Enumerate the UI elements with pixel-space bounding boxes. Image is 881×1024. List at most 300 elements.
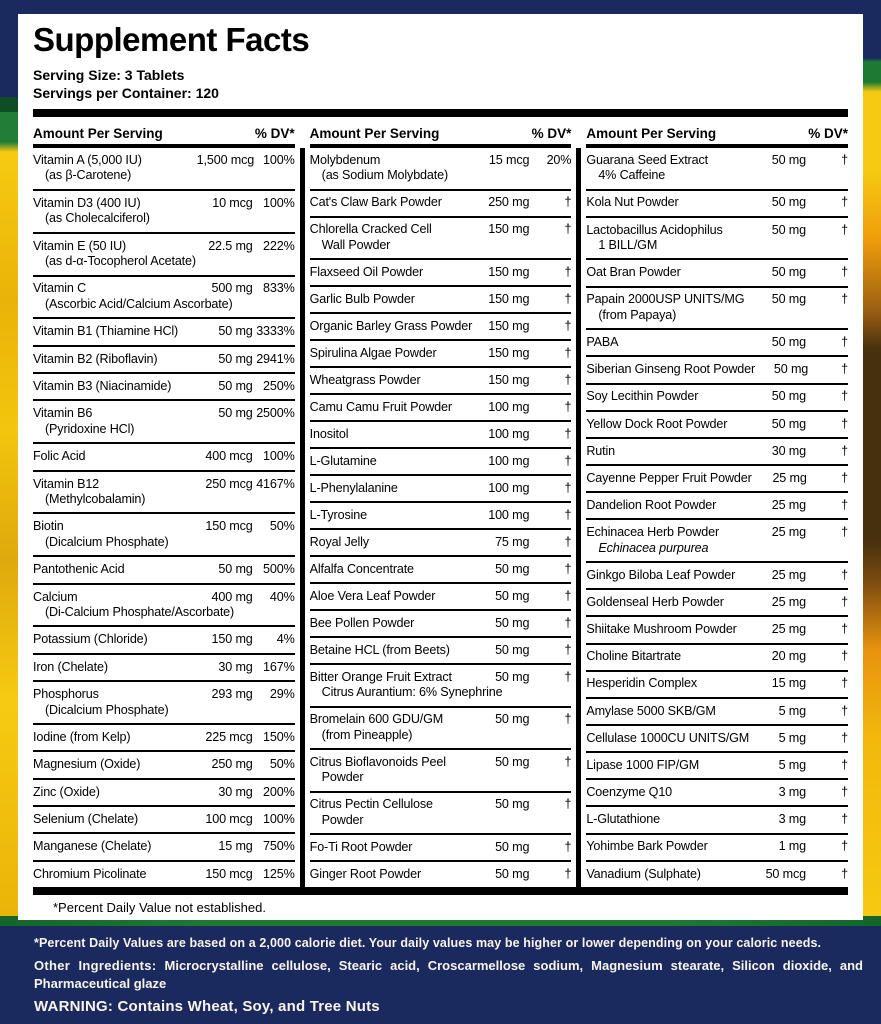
nutrient-dv: † [564,615,572,630]
nutrient-amount: 50 mg [495,839,530,854]
nutrient-amount: 1,500 mcg [196,152,255,167]
nutrient-name: Goldenseal Herb Powder [586,595,724,610]
nutrient-name: Biotin [33,519,64,534]
nutrient-dv: † [564,480,572,495]
nutrient-subname: 4% Caffeine [598,168,666,183]
nutrient-dv: 100% [263,811,295,826]
nutrient-dv: † [841,812,848,827]
nutrient-name: Amylase 5000 SKB/GM [586,703,716,718]
nutrient-row [310,862,572,887]
nutrient-name: Inositol [309,426,349,441]
percent-dv-header: % DV* [531,126,572,141]
nutrient-amount: 25 mg [771,595,806,610]
nutrient-dv: † [564,426,572,441]
nutrient-row [310,476,572,503]
nutrient-amount: 293 mg [211,687,253,702]
nutrient-row [33,347,295,374]
nutrient-name: Coenzyme Q10 [586,785,673,800]
nutrient-amount: 50 mg [771,222,806,237]
nutrient-subname: (Pyridoxine HCl) [45,421,135,436]
nutrient-amount: 50 mg [771,265,806,280]
nutrient-name: Molybdenum [309,152,381,167]
nutrient-amount: 50 mg [771,416,806,431]
nutrient-row [586,563,848,590]
percent-dv-header: % DV* [808,126,848,141]
nutrient-amount: 150 mg [488,222,530,237]
nutrient-row [586,672,848,699]
nutrient-subname: (Methylcobalamin) [45,492,146,507]
nutrient-amount: 150 mg [211,632,253,647]
nutrient-name: Chlorella Cracked Cell [309,222,432,237]
nutrient-dv: † [564,291,572,306]
nutrient-amount: 50 mg [218,406,253,421]
nutrient-dv: † [564,345,572,360]
nutrient-dv: † [564,642,572,657]
nutrient-column-2 [310,119,572,887]
nutrient-amount: 50 mg [495,615,530,630]
serving-size: Serving Size: 3 Tablets [33,67,185,83]
nutrient-dv: † [841,525,848,540]
other-ingredients [34,957,863,993]
nutrient-amount: 100 mg [488,399,530,414]
nutrient-amount: 30 mg [771,443,806,458]
other-ingredients-text: Microcrystalline cellulose, Stearic acid, Croscarmellose sodium, Magnesium stearate, Silicon dioxide, and Pharmaceutical glaze [34,958,863,991]
nutrient-row [586,835,848,862]
nutrient-row [33,319,295,346]
nutrient-dv: † [841,622,848,637]
nutrient-dv: † [841,757,848,772]
nutrient-amount: 50 mg [218,351,253,366]
nutrient-row [586,357,848,384]
nutrient-row [586,753,848,780]
nutrient-dv: † [841,785,848,800]
nutrient-row [310,584,572,611]
nutrient-name: Folic Acid [33,449,86,464]
nutrient-dv: † [841,676,848,691]
nutrient-amount: 15 mg [771,676,806,691]
nutrient-row [310,287,572,314]
nutrient-row [310,422,572,449]
nutrient-row [33,444,295,471]
nutrient-subname: Powder [321,812,364,827]
nutrient-amount: 150 mg [488,264,530,279]
nutrient-dv: 100% [263,152,295,167]
nutrient-name: Garlic Bulb Powder [309,291,415,306]
nutrient-name: Manganese (Chelate) [33,839,152,854]
nutrient-name: Spirulina Algae Powder [309,345,437,360]
nutrient-dv: 4167% [256,476,295,491]
nutrient-row [310,341,572,368]
nutrient-name: Vitamin A (5,000 IU) [33,152,142,167]
nutrient-dv: 750% [263,839,295,854]
nutrient-row [310,638,572,665]
nutrient-amount: 150 mg [488,291,530,306]
nutrient-dv: † [841,470,848,485]
nutrient-amount: 5 mg [778,730,806,745]
nutrient-subname: (as Sodium Molybdate) [321,168,448,183]
nutrient-row [586,330,848,357]
nutrient-name: Cat's Claw Bark Powder [309,195,442,210]
nutrient-row [586,385,848,412]
nutrient-name: Camu Camu Fruit Powder [309,399,452,414]
nutrient-amount: 50 mg [218,378,253,393]
nutrient-name: PABA [586,335,619,350]
nutrient-name: Citrus Bioflavonoids Peel [309,754,446,769]
nutrient-name: Vitamin C [33,281,87,296]
nutrient-subname: (Dicalcium Phosphate) [45,702,169,717]
nutrient-dv: † [564,507,572,522]
dv-footnote: *Percent Daily Value not established. [53,900,266,915]
nutrient-subname: Wall Powder [321,237,391,252]
nutrient-row [33,374,295,401]
amount-per-serving-header: Amount Per Serving [309,126,440,141]
nutrient-row [33,585,295,628]
nutrient-name: Ginger Root Powder [309,866,422,881]
nutrient-name: Aloe Vera Leaf Powder [309,588,436,603]
nutrient-name: Rutin [586,443,615,458]
nutrient-name: Oat Bran Powder [586,265,681,280]
nutrient-dv: † [564,712,572,727]
nutrient-amount: 150 mg [488,372,530,387]
nutrient-amount: 150 mg [488,345,530,360]
nutrient-name: Vitamin D3 (400 IU) [33,195,141,210]
nutrient-row [33,191,295,234]
nutrient-name: Magnesium (Oxide) [33,757,141,772]
nutrient-amount: 50 mg [495,561,530,576]
nutrient-name: Papain 2000USP UNITS/MG [586,292,745,307]
nutrient-amount: 30 mg [218,784,253,799]
nutrient-subname: (as Cholecalciferol) [45,211,150,226]
nutrient-name: Flaxseed Oil Powder [309,264,423,279]
nutrient-amount: 15 mcg [488,152,530,167]
nutrient-amount: 500 mg [211,281,253,296]
nutrient-row [586,439,848,466]
column-divider [300,148,305,887]
nutrient-dv: † [564,797,572,812]
nutrient-column-3 [586,119,848,887]
nutrient-dv: † [841,222,848,237]
nutrient-amount: 75 mg [495,534,530,549]
nutrient-name: Soy Lecithin Powder [586,389,699,404]
nutrient-amount: 50 mg [218,562,253,577]
nutrient-row [33,514,295,557]
nutrient-dv: 20% [546,152,572,167]
nutrient-row [586,617,848,644]
nutrient-dv: † [841,703,848,718]
nutrient-row [310,835,572,862]
nutrient-subname: (from Papaya) [598,307,677,322]
nutrient-amount: 50 mcg [765,866,806,881]
nutrient-row [33,862,295,887]
nutrient-dv: 4% [276,632,295,647]
panel-title: Supplement Facts [33,21,310,58]
nutrient-amount: 50 mg [495,797,530,812]
nutrient-name: Calcium [33,589,78,604]
nutrient-dv: † [564,561,572,576]
nutrient-row [310,793,572,836]
nutrient-amount: 400 mcg [205,449,253,464]
nutrient-dv: 250% [263,378,295,393]
column-header [586,119,848,148]
nutrient-row [586,520,848,563]
nutrient-row [586,191,848,218]
nutrient-amount: 50 mg [495,754,530,769]
nutrient-dv: † [841,649,848,664]
nutrient-amount: 50 mg [495,588,530,603]
nutrient-dv: † [564,754,572,769]
nutrient-amount: 50 mg [771,389,806,404]
thick-divider-bottom [33,887,848,895]
nutrient-amount: 100 mg [488,507,530,522]
nutrient-amount: 25 mg [771,498,806,513]
nutrient-dv: 200% [263,784,295,799]
nutrient-amount: 250 mcg [205,476,253,491]
nutrient-amount: 3 mg [778,812,806,827]
nutrient-amount: 50 mg [771,335,806,350]
column-divider [576,148,581,887]
nutrient-rows [586,148,848,887]
nutrient-dv: † [564,839,572,854]
nutrient-subname: (Di-Calcium Phosphate/Ascorbate) [45,605,235,620]
nutrient-dv: 100% [263,195,295,210]
nutrient-name: Ginkgo Biloba Leaf Powder [586,567,736,582]
nutrient-row [310,191,572,218]
nutrient-row [33,834,295,861]
nutrient-amount: 150 mcg [205,866,253,881]
nutrient-dv: 167% [263,659,295,674]
nutrient-row [310,611,572,638]
nutrient-amount: 15 mg [218,839,253,854]
nutrient-amount: 1 mg [778,839,806,854]
nutrient-name: Selenium (Chelate) [33,811,139,826]
nutrient-amount: 50 mg [771,292,806,307]
nutrient-row [310,503,572,530]
nutrient-row [586,412,848,439]
nutrient-amount: 50 mg [495,712,530,727]
nutrient-rows [33,148,295,887]
nutrient-amount: 50 mg [771,195,806,210]
nutrient-dv: 833% [263,281,295,296]
nutrient-dv: 150% [263,729,295,744]
nutrient-row [33,627,295,654]
nutrient-row [310,314,572,341]
nutrient-amount: 50 mg [495,642,530,657]
nutrient-name: L-Tyrosine [309,507,367,522]
nutrient-row [310,260,572,287]
nutrient-row [310,449,572,476]
nutrient-dv: 50% [269,519,295,534]
nutrient-name: Iodine (from Kelp) [33,729,131,744]
nutrient-row [33,557,295,584]
sunflower-photo-left-edge [0,0,18,926]
servings-per-container: Servings per Container: 120 [33,85,219,101]
nutrient-name: Potassium (Chloride) [33,632,148,647]
nutrient-name: Citrus Pectin Cellulose [309,797,433,812]
nutrient-name: Vanadium (Sulphate) [586,866,701,881]
nutrient-dv: 3333% [256,324,295,339]
nutrient-name: Vitamin B6 [33,406,93,421]
nutrient-row [586,780,848,807]
nutrient-name: Fo-Ti Root Powder [309,839,413,854]
nutrient-row [33,472,295,515]
nutrient-subname: Powder [321,770,364,785]
nutrient-name: Dandelion Root Powder [586,498,717,513]
nutrient-dv: 2500% [256,406,295,421]
nutrient-dv: † [841,416,848,431]
nutrient-row [586,466,848,493]
nutrient-rows [310,148,572,887]
nutrient-row [33,234,295,277]
nutrient-name: Iron (Chelate) [33,659,108,674]
nutrient-amount: 100 mg [488,426,530,441]
nutrient-subname: Echinacea purpurea [598,540,709,555]
nutrient-dv: † [564,222,572,237]
nutrient-row [586,699,848,726]
nutrient-row [33,807,295,834]
nutrient-row [586,148,848,191]
nutrient-name: Cayenne Pepper Fruit Powder [586,470,752,485]
nutrient-row [310,530,572,557]
nutrient-amount: 225 mcg [205,729,253,744]
nutrient-amount: 3 mg [778,785,806,800]
nutrient-row [33,655,295,682]
nutrient-dv: † [564,372,572,387]
nutrient-dv: † [841,866,848,881]
nutrient-name: Yohimbe Bark Powder [586,839,708,854]
nutrient-row [586,260,848,287]
nutrient-dv: † [841,389,848,404]
nutrient-subname: (Ascorbic Acid/Calcium Ascorbate) [45,296,233,311]
nutrient-row [33,277,295,320]
nutrient-subname: (as β-Carotene) [45,168,132,183]
nutrient-row [310,368,572,395]
nutrient-amount: 100 mg [488,453,530,468]
nutrient-row [310,665,572,708]
amount-per-serving-header: Amount Per Serving [33,126,163,141]
nutrient-amount: 25 mg [772,470,807,485]
nutrient-dv: † [841,730,848,745]
nutrient-row [310,708,572,751]
nutrient-name: Vitamin B2 (Riboflavin) [33,351,158,366]
nutrient-name: Phosphorus [33,687,99,702]
nutrient-dv: † [841,498,848,513]
nutrient-row [586,807,848,834]
nutrient-row [33,401,295,444]
thick-divider-top [33,109,848,117]
nutrient-name: Chromium Picolinate [33,866,147,881]
nutrient-row [310,218,572,261]
nutrient-amount: 25 mg [771,525,806,540]
nutrient-dv: † [841,839,848,854]
nutrient-name: Vitamin B1 (Thiamine HCl) [33,324,179,339]
nutrient-row [33,148,295,191]
nutrient-dv: 500% [263,562,295,577]
nutrient-name: Kola Nut Powder [586,195,679,210]
percent-dv-header: % DV* [254,126,295,141]
supplement-facts-panel [18,14,863,920]
nutrient-row [586,288,848,331]
nutrient-dv: † [841,567,848,582]
nutrient-name: Siberian Ginseng Root Powder [586,362,756,377]
nutrient-name: Guarana Seed Extract [586,152,708,167]
nutrient-dv: † [564,195,572,210]
nutrient-name: Shiitake Mushroom Powder [586,622,737,637]
nutrient-name: Vitamin B12 [33,476,100,491]
nutrient-row [310,395,572,422]
nutrient-dv: † [841,362,848,377]
nutrient-name: Lipase 1000 FIP/GM [586,757,700,772]
amount-per-serving-header: Amount Per Serving [586,126,717,141]
nutrient-name: Vitamin E (50 IU) [33,238,127,253]
nutrient-name: Zinc (Oxide) [33,784,100,799]
nutrient-row [586,726,848,753]
nutrient-amount: 100 mg [488,480,530,495]
label-footer [0,926,881,1024]
nutrient-amount: 30 mg [218,659,253,674]
nutrient-dv: † [841,292,848,307]
nutrient-dv: 40% [269,589,295,604]
nutrient-amount: 5 mg [778,703,806,718]
nutrient-dv: † [564,264,572,279]
nutrient-amount: 20 mg [771,649,806,664]
nutrient-name: Pantothenic Acid [33,562,125,577]
nutrient-amount: 150 mcg [205,519,253,534]
nutrient-dv: † [564,866,572,881]
nutrient-subname: (as d-α-Tocopherol Acetate) [45,254,196,269]
sunflower-photo-right-edge [863,0,881,926]
nutrient-dv: † [564,318,572,333]
nutrient-amount: 50 mg [495,669,530,684]
nutrient-row [33,780,295,807]
nutrient-dv: 50% [269,757,295,772]
nutrient-amount: 50 mg [218,324,253,339]
nutrient-amount: 10 mcg [212,195,253,210]
nutrient-row [586,590,848,617]
nutrient-dv: † [841,595,848,610]
nutrient-name: Echinacea Herb Powder [586,525,719,540]
nutrient-dv: † [841,265,848,280]
nutrient-column-1 [33,119,295,887]
nutrient-dv: † [564,534,572,549]
nutrient-name: Bitter Orange Fruit Extract [309,669,452,684]
nutrient-name: Wheatgrass Powder [309,372,421,387]
nutrient-amount: 25 mg [771,567,806,582]
nutrient-name: Organic Barley Grass Powder [309,318,473,333]
nutrient-name: L-Glutathione [586,812,660,827]
nutrient-amount: 250 mg [488,195,530,210]
nutrient-columns [33,119,848,887]
nutrient-name: L-Phenylalanine [309,480,398,495]
nutrient-subname: 1 BILL/GM [598,238,658,253]
nutrient-dv: 222% [263,238,295,253]
nutrient-amount: 50 mg [773,362,809,377]
nutrient-name: Alfalfa Concentrate [309,561,414,576]
nutrient-row [310,557,572,584]
nutrient-amount: 5 mg [778,757,806,772]
nutrient-row [586,218,848,261]
nutrient-row [586,645,848,672]
nutrient-dv: † [564,669,572,684]
nutrient-name: Choline Bitartrate [586,649,681,664]
other-ingredients-label: Other Ingredients: [34,958,157,973]
allergen-warning: WARNING: Contains Wheat, Soy, and Tree Nuts [34,998,380,1015]
nutrient-subname: (Dicalcium Phosphate) [45,534,169,549]
nutrient-name: Vitamin B3 (Niacinamide) [33,378,172,393]
nutrient-row [33,682,295,725]
nutrient-row [310,148,572,191]
nutrient-row [310,750,572,793]
nutrient-amount: 250 mg [211,757,253,772]
